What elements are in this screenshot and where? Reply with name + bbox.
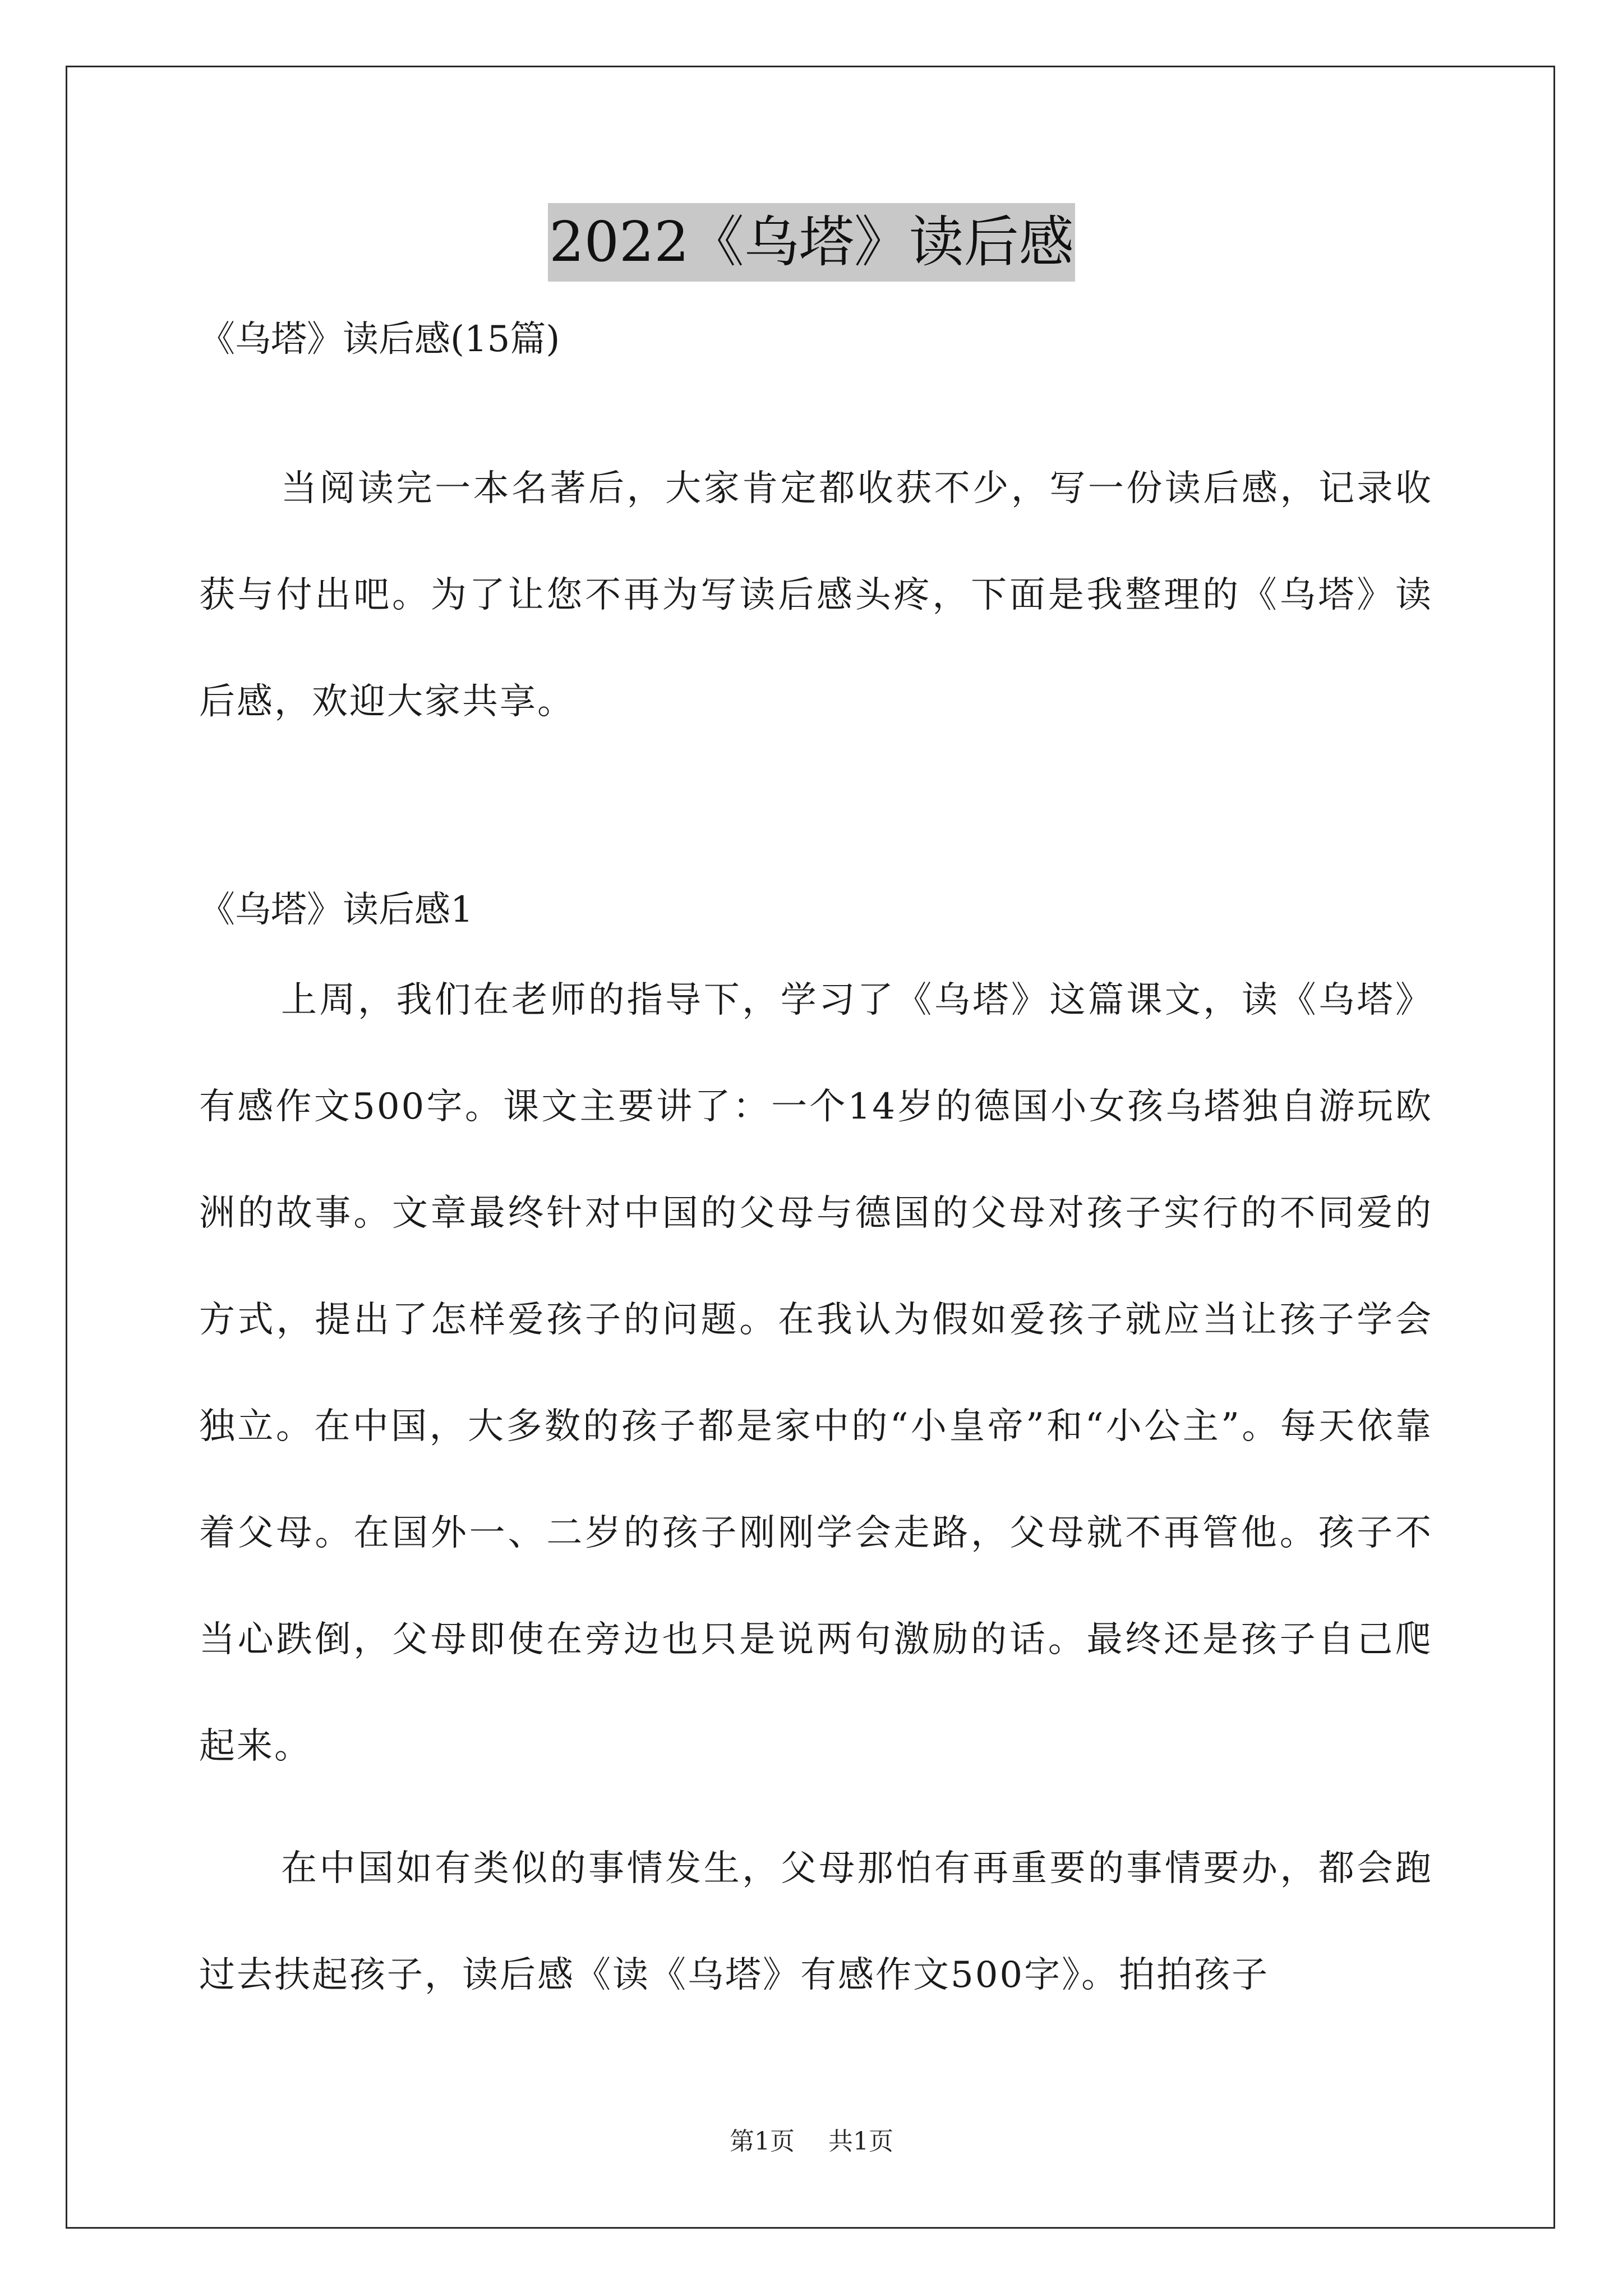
page-footer	[0, 2125, 1623, 2159]
document-subtitle: 《乌塔》读后感(15篇)	[199, 319, 560, 360]
intro-paragraph: 当阅读完一本名著后，大家肯定都收获不少，写一份读后感，记录收获与付出吧。为了让您不再为写读后感头疼，下面是我整理的《乌塔》读后感，欢迎大家共享。	[199, 468, 1433, 723]
page-total: 共1页	[828, 2127, 893, 2156]
page-number: 第1页	[730, 2127, 795, 2156]
body-paragraph-2: 在中国如有类似的事情发生，父母那怕有再重要的事情要办，都会跑过去扶起孩子，读后感《读《乌塔》有感作文500字》。拍拍孩子	[199, 1848, 1433, 1996]
body-paragraph-1: 上周，我们在老师的指导下，学习了《乌塔》这篇课文，读《乌塔》有感作文500字。课文主要讲了：一个14岁的德国小女孩乌塔独自游玩欧洲的故事。文章最终针对中国的父母与德国的父母对孩子实行的不同爱的方式，提出了怎样爱孩子的问题。在我认为假如爱孩子就应当让孩子学会独立。在中国，大多数的孩子都是家中的“小皇帝”和“小公主”。每天依靠着父母。在国外一、二岁的孩子刚刚学会走路，父母就不再管他。孩子不当心跌倒，父母即使在旁边也只是说两句激励的话。最终还是孩子自己爬起来。	[199, 979, 1433, 1767]
title-container	[0, 203, 1623, 282]
document-title: 2022《乌塔》读后感	[548, 203, 1075, 282]
section-heading: 《乌塔》读后感1	[199, 889, 473, 931]
